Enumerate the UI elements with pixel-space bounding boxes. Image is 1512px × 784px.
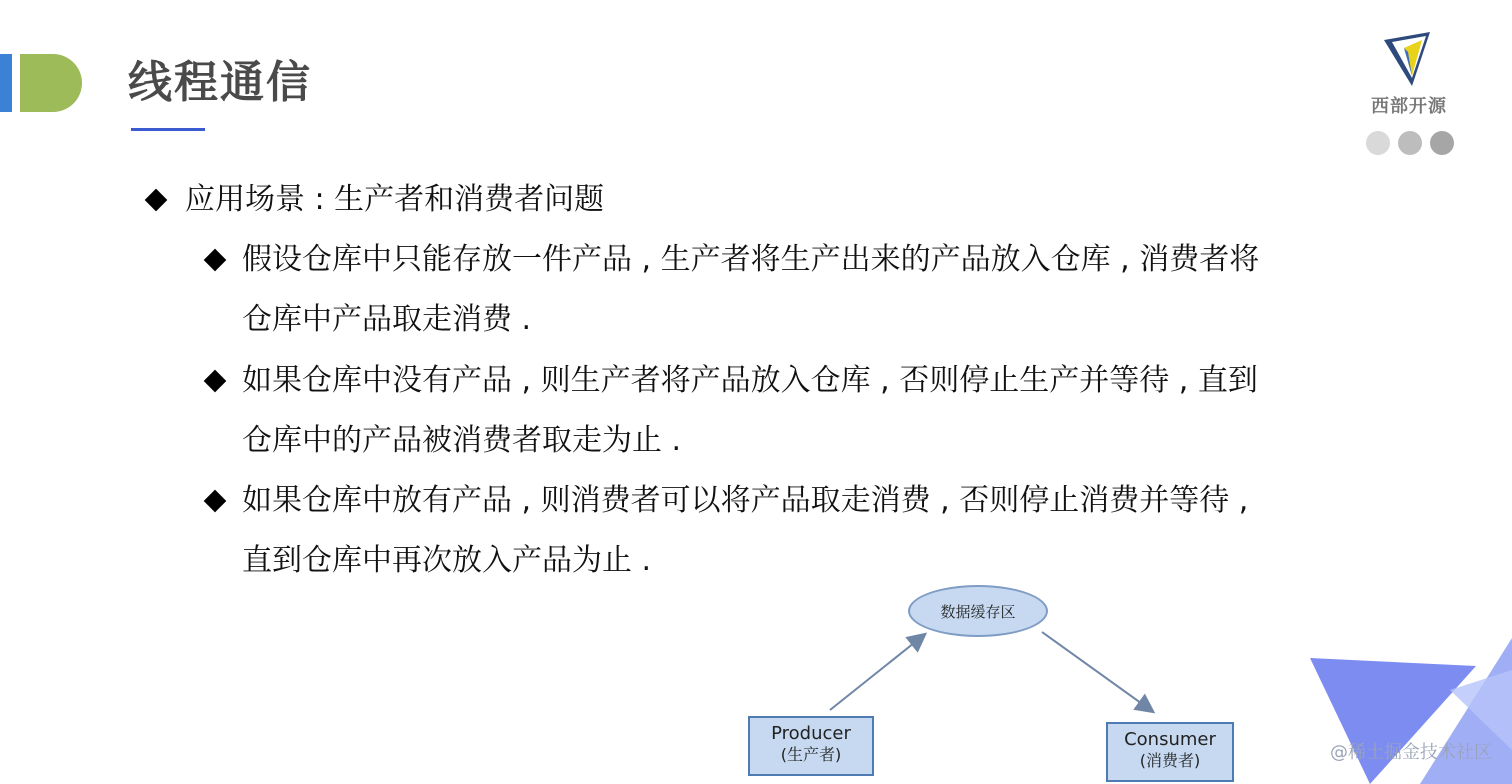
- header-accent-shape: [20, 54, 82, 112]
- bullet-text: 仓库中的产品被消费者取走为止 .: [242, 423, 682, 458]
- producer-consumer-diagram: [740, 580, 1260, 784]
- bullet-text: 假设仓库中只能存放一件产品 , 生产者将生产出来的产品放入仓库 , 消费者将: [242, 242, 1260, 277]
- buffer-node: 数据缓存区: [908, 585, 1048, 637]
- consumer-label: Consumer: [1124, 729, 1216, 750]
- logo-mark-icon: [1382, 30, 1432, 88]
- bullet-text: 应用场景 : 生产者和消费者问题: [185, 182, 605, 217]
- slide-title: 线程通信: [128, 57, 312, 108]
- producer-sublabel: (生产者): [780, 745, 842, 764]
- watermark-text: @稀土掘金技术社区: [1330, 742, 1492, 763]
- dot-2: [1398, 131, 1422, 155]
- arrow-buffer-to-consumer: [1042, 632, 1152, 711]
- arrow-producer-to-buffer: [830, 635, 924, 710]
- bullet-text: 直到仓库中再次放入产品为止 .: [242, 543, 652, 578]
- producer-label: Producer: [771, 723, 851, 744]
- bullet-diamond-icon: [204, 370, 227, 393]
- bullet-diamond-icon: [204, 490, 227, 513]
- slide-dots: [1366, 131, 1454, 155]
- producer-node: [748, 716, 874, 776]
- logo-text: 西部开源: [1371, 96, 1447, 117]
- bullet-text: 如果仓库中放有产品 , 则消费者可以将产品取走消费 , 否则停止消费并等待 ,: [242, 483, 1249, 518]
- title-underline: [131, 128, 205, 131]
- bullet-text: 仓库中产品取走消费 .: [242, 302, 532, 337]
- consumer-sublabel: (消费者): [1139, 751, 1201, 770]
- bullet-diamond-icon: [145, 189, 168, 212]
- bullet-diamond-icon: [204, 249, 227, 272]
- dot-1: [1366, 131, 1390, 155]
- consumer-node: [1106, 722, 1234, 782]
- dot-3: [1430, 131, 1454, 155]
- brand-logo: [1362, 30, 1456, 120]
- bullet-text: 如果仓库中没有产品 , 则生产者将产品放入仓库 , 否则停止生产并等待 , 直到: [242, 363, 1258, 398]
- header-accent-bar: [0, 54, 12, 112]
